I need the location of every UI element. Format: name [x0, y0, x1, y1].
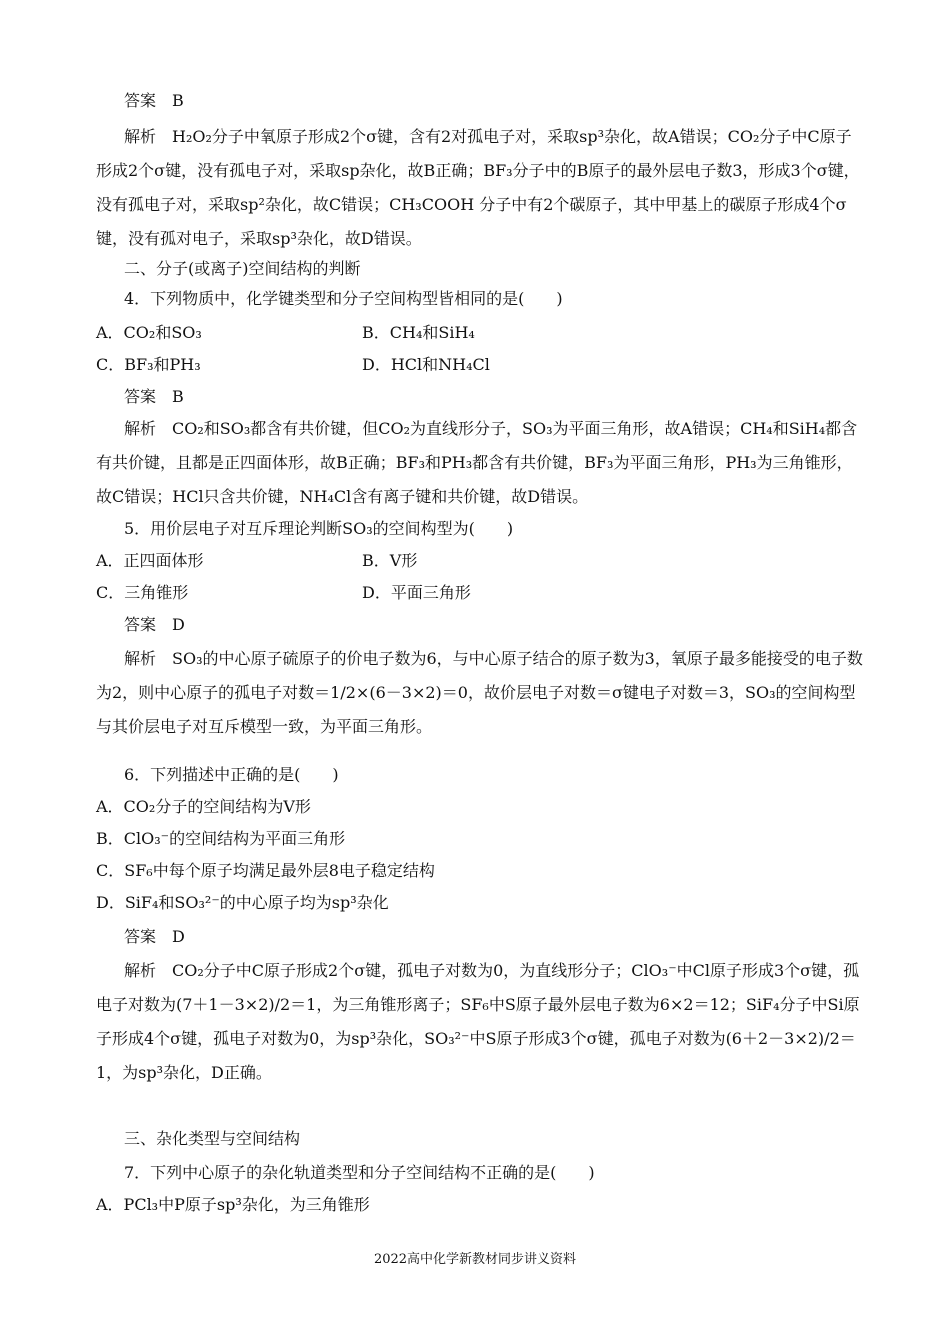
q4-option-a: A．CO₂和SO₃ [96, 323, 202, 342]
q3-answer: 答案 B [124, 91, 184, 110]
q5-option-d: D．平面三角形 [362, 583, 471, 602]
section-heading-2: 二、分子(或离子)空间结构的判断 [124, 259, 361, 278]
q7-option-a: A．PCl₃中P原子sp³杂化，为三角锥形 [96, 1195, 370, 1214]
q5-answer: 答案 D [124, 615, 185, 634]
section-heading-3: 三、杂化类型与空间结构 [124, 1129, 301, 1148]
q6-answer: 答案 D [124, 927, 185, 946]
q4-analysis: 解析 CO₂和SO₃都含有共价键，但CO₂为直线形分子，SO₃为平面三角形，故A错误；CH₄和SiH₄都含有共价键，且都是正四面体形，故B正确；BF₃和PH₃都含有共价键，BF₃为平面三角形，PH₃为三角锥形，故C错误；HCl只含共价键，NH₄Cl含有离子键和共价键，故D错误。 [96, 419, 858, 506]
q5-option-c: C．三角锥形 [96, 583, 189, 602]
q6-option-c: C．SF₆中每个原子均满足最外层8电子稳定结构 [96, 861, 435, 880]
q5-option-a: A．正四面体形 [96, 551, 204, 570]
q6-option-a: A．CO₂分子的空间结构为V形 [96, 797, 311, 816]
q4-answer: 答案 B [124, 387, 184, 406]
q4-option-c: C．BF₃和PH₃ [96, 355, 201, 374]
q5-stem: 5．用价层电子对互斥理论判断SO₃的空间构型为( ) [124, 519, 514, 538]
q7-stem: 7．下列中心原子的杂化轨道类型和分子空间结构不正确的是( ) [124, 1163, 595, 1182]
q4-stem: 4．下列物质中，化学键类型和分子空间构型皆相同的是( ) [124, 289, 563, 308]
q5-analysis: 解析 SO₃的中心原子硫原子的价电子数为6，与中心原子结合的原子数为3，氧原子最多能接受的电子数为2，则中心原子的孤电子对数＝1/2×(6－3×2)＝0，故价层电子对数＝σ键电子对数＝3，SO₃的空间构型与其价层电子对互斥模型一致，为平面三角形。 [96, 649, 863, 736]
q6-option-b: B．ClO₃⁻的空间结构为平面三角形 [96, 829, 346, 848]
q6-stem: 6．下列描述中正确的是( ) [124, 765, 339, 784]
q3-analysis: 解析 H₂O₂分子中氧原子形成2个σ键，含有2对孤电子对，采取sp³杂化，故A错误；CO₂分子中C原子形成2个σ键，没有孤电子对，采取sp杂化，故B正确；BF₃分子中的B原子的最外层电子数3，形成3个σ键，没有孤电子对，采取sp²杂化，故C错误；CH₃COOH 分子中有2个碳原子，其中甲基上的碳原子形成4个σ键，没有孤对电子，采取sp³杂化，故D错误。 [96, 127, 860, 248]
q4-option-d: D．HCl和NH₄Cl [362, 355, 490, 374]
q6-analysis: 解析 CO₂分子中C原子形成2个σ键，孤电子对数为0，为直线形分子；ClO₃⁻中Cl原子形成3个σ键，孤电子对数为(7＋1－3×2)/2＝1，为三角锥形离子；SF₆中S原子最外层电子数为6×2＝12；SiF₄分子中Si原子形成4个σ键，孤电子对数为0，为sp³杂化，SO₃²⁻中S原子形成3个σ键，孤电子对数为(6＋2－3×2)/2＝1，为sp³杂化，D正确。 [96, 961, 860, 1082]
q4-option-b: B．CH₄和SiH₄ [362, 323, 475, 342]
q5-option-b: B．V形 [362, 551, 418, 570]
page-footer: 2022高中化学新教材同步讲义资料 [373, 1252, 577, 1267]
q6-option-d: D．SiF₄和SO₃²⁻的中心原子均为sp³杂化 [96, 893, 389, 912]
